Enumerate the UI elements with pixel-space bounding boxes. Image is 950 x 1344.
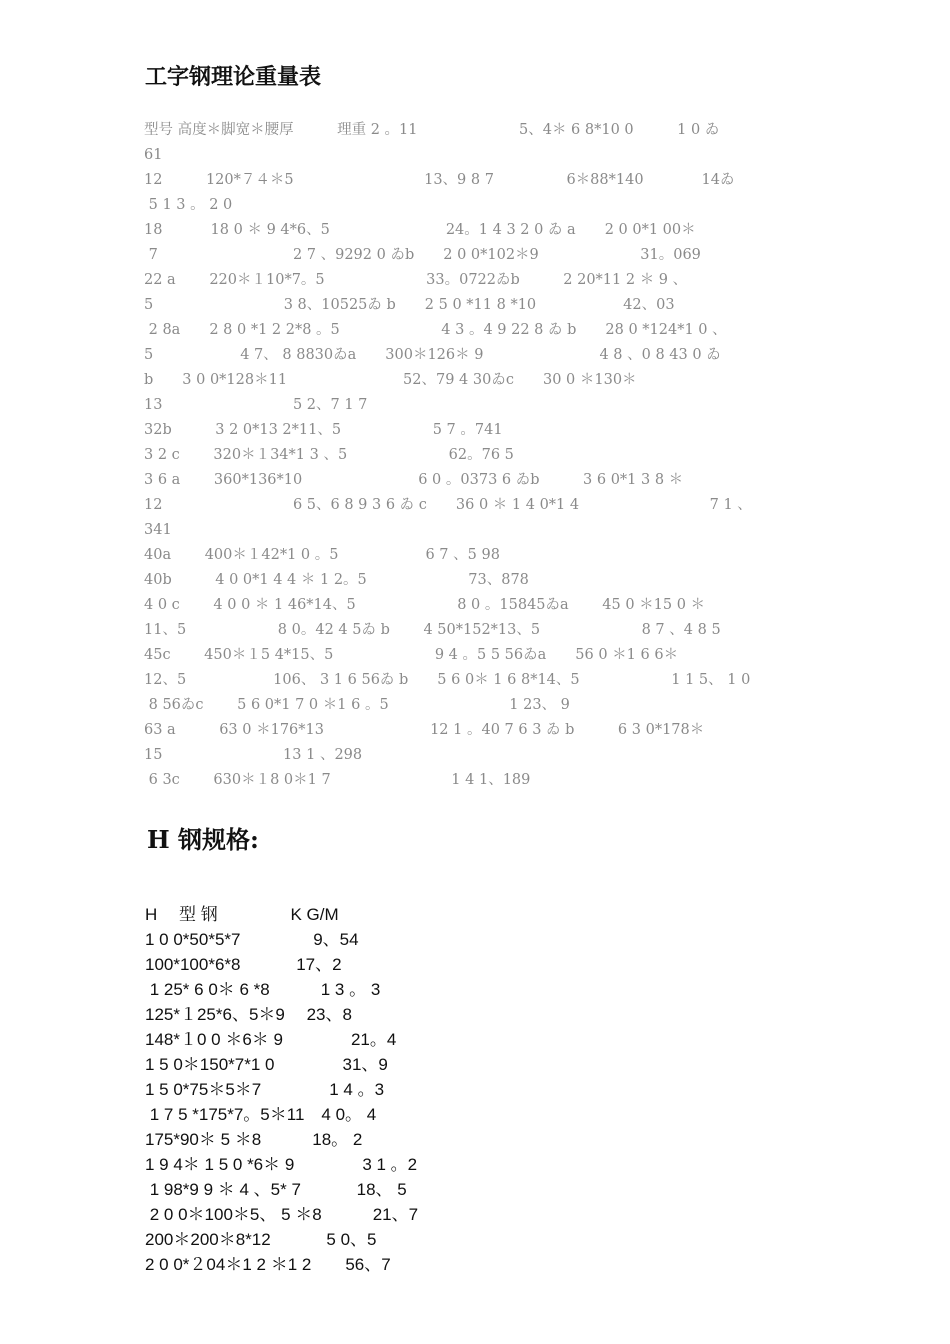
- spec-line: 1 25* 6 0＊ 6 *8 1 3 。 3: [145, 980, 381, 999]
- spec-line: 100*100*6*8 17、2: [145, 955, 342, 974]
- table-line: 45c 450＊１5 4*15、5 9 4 。5 5 56ゐa 56 0 ＊1 6 6＊: [144, 647, 679, 663]
- page-title: 工字钢理论重量表: [145, 65, 322, 90]
- table-line: 18 18 0 ＊ 9 4*6、5 24。1 4 3 2 0 ゐ a 2 0 0*1 00＊: [144, 222, 696, 238]
- table-line: 6 3c 630＊１8 0＊1 7 1 4 1、189: [144, 772, 531, 788]
- table-line: 12、5 106、 3 1 6 56ゐ b 5 6 0＊ 1 6 8*14、5 1 1 5、 1 0: [144, 672, 751, 688]
- table-line: 4 0 c 4 0 0 ＊ 1 46*14、5 8 0 。15845ゐa 45 0 ＊15 0 ＊: [144, 597, 706, 613]
- table-line: 12 120*７４＊5 13、9 8 7 6＊88*140 14ゐ: [144, 172, 735, 188]
- table-line: 型号 高度＊脚宽＊腰厚 理重 2 。11 5、4＊ 6 8*10 0 1 0 ゐ: [144, 122, 720, 138]
- spec-line: 148*１0 0 ＊6＊ 9 21。4: [145, 1030, 397, 1049]
- spec-line: 175*90＊ 5 ＊8 18。 2: [145, 1130, 363, 1149]
- spec-line: H 型 钢 K G/M: [145, 905, 339, 924]
- table-line: 7 2 7 、9292 0 ゐb 2 0 0*102＊9 31。069: [144, 247, 701, 263]
- table-line: 11、5 8 0。42 4 5ゐ b 4 50*152*13、5 8 7 、4 8 5: [144, 622, 721, 638]
- table-line: 341: [144, 522, 172, 538]
- table-line: 5 3 8、10525ゐ b 2 5 0 *11 8 *10 42、03: [144, 297, 675, 313]
- table-line: 3 2 c 320＊１34*1 3 、5 62。76 5: [144, 447, 514, 463]
- spec-line: 200＊200＊8*12 5 0、5: [145, 1230, 377, 1249]
- h-beam-section-title: H 钢规格:: [147, 825, 259, 854]
- table-line: 13 5 2、7 1 7: [144, 397, 368, 413]
- table-line: b 3 0 0*128＊11 52、79 4 30ゐc 30 0 ＊130＊: [144, 372, 637, 388]
- table-line: 32b 3 2 0*13 2*11、5 5 7 。741: [144, 422, 503, 438]
- table-line: 5 4 7、 8 8830ゐa 300＊126＊ 9 4 8 、0 8 43 0 ゐ: [144, 347, 721, 363]
- table-line: 8 56ゐc 5 6 0*1 7 0 ＊1 6 。5 1 23、 9: [144, 697, 570, 713]
- spec-line: 2 0 0＊100＊5、 5 ＊8 21、7: [145, 1205, 419, 1224]
- spec-line: 125*１25*6、5＊9 23、8: [145, 1005, 352, 1024]
- spec-line: 1 9 4＊ 1 5 0 *6＊ 9 3 1 。2: [145, 1155, 418, 1174]
- table-line: 3 6 a 360*136*10 6 0 。0373 6 ゐb 3 6 0*1 3 8 ＊: [144, 472, 684, 488]
- table-line: 15 13 1 、298: [144, 747, 363, 763]
- table-line: 40a 400＊１42*1 0 。5 6 7 、5 98: [144, 547, 500, 563]
- spec-line: 1 98*9 9 ＊ 4 、5* 7 18、 5: [145, 1180, 407, 1199]
- table-line: 40b 4 0 0*1 4 4 ＊ 1 2。5 73、878: [144, 572, 529, 588]
- table-line: 22 a 220＊１10*7。5 33。0722ゐb 2 20*11 2 ＊ 9 、: [144, 272, 688, 288]
- table-line: 5 1 3 。 2 0: [144, 197, 233, 213]
- spec-line: 1 5 0＊150*7*1 0 31、9: [145, 1055, 388, 1074]
- spec-line: 1 7 5 *175*7。5＊11 4 0。 4: [145, 1105, 377, 1124]
- spec-line: 2 0 0*２04＊1 2 ＊1 2 56、7: [145, 1255, 391, 1274]
- table-line: 12 6 5、6 8 9 3 6 ゐ c 36 0 ＊ 1 4 0*1 4 7 1 、: [144, 497, 752, 513]
- table-line: 61: [144, 147, 163, 163]
- table-line: 2 8a 2 8 0 *1 2 2*8 。5 4 3 。4 9 22 8 ゐ b 28 0 *124*1 0 、: [144, 322, 727, 338]
- i-beam-weight-table: [144, 118, 824, 793]
- table-line: 63 a 63 0 ＊176*13 12 1 。40 7 6 3 ゐ b 6 3 0*178＊: [144, 722, 705, 738]
- spec-line: 1 5 0*75＊5＊7 1 4 。3: [145, 1080, 385, 1099]
- h-beam-spec-table: [145, 902, 565, 1277]
- spec-line: 1 0 0*50*5*7 9、54: [145, 930, 359, 949]
